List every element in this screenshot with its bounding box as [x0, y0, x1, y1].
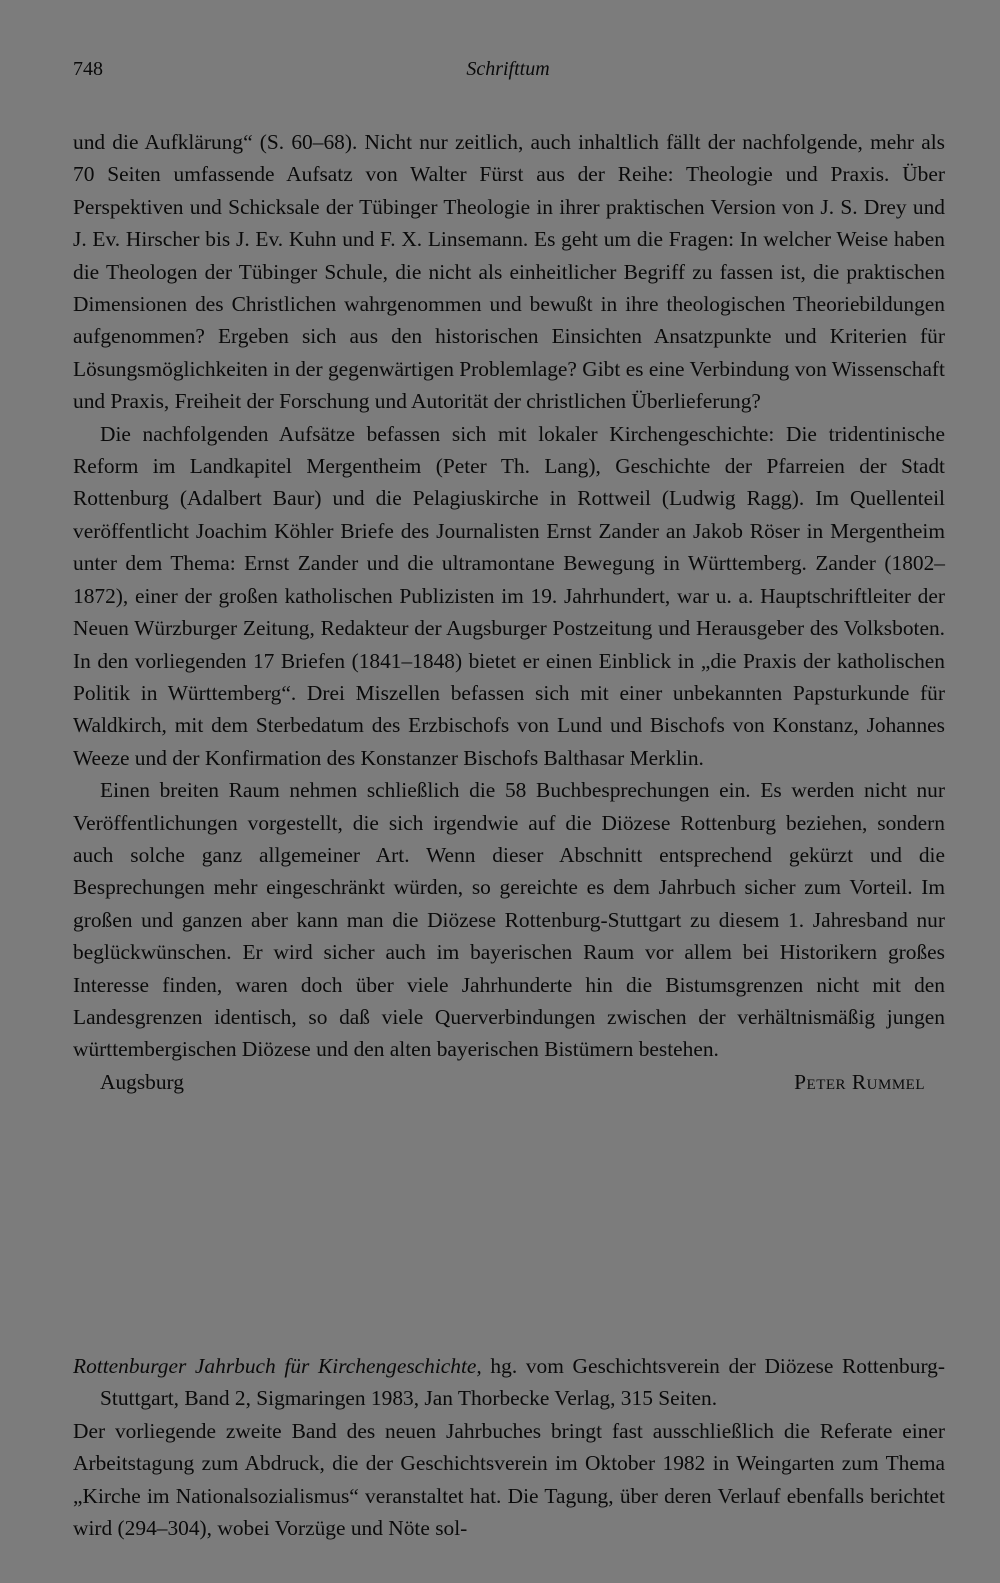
- page-number: 748: [73, 58, 103, 80]
- review1-paragraph-2: Die nachfolgenden Aufsätze befassen sich mit lokaler Kirchengeschichte: Die tridentinische Reform im Landkapitel Mergentheim (Peter Th. Lang), Geschichte der Pfarreien der Stadt Rottenburg (Adalbert Baur) und die Pelagiuskirche in Rottweil (Ludwig Ragg). Im Quellenteil veröffentlicht Joachim Köhler Briefe des Journalisten Ernst Zander an Jakob Röser in Mergentheim unter dem Thema: Ernst Zander und die ultramontane Bewegung in Württemberg. Zander (1802–1872), einer der großen katholischen Publizisten im 19. Jahrhundert, war u. a. Hauptschriftleiter der Neuen Würzburger Zeitung, Redakteur der Augsburger Postzeitung und Herausgeber des Volksboten. In den vorliegenden 17 Briefen (1841–1848) bietet er einen Einblick in „die Praxis der katholischen Politik in Württemberg“. Drei Miszellen befassen sich mit einer unbekannten Papsturkunde für Waldkirch, mit dem Sterbedatum des Erzbischofs von Lund und Bischofs von Konstanz, Johannes Weeze und der Konfirmation des Konstanzer Bischofs Balthasar Merklin.: [73, 421, 945, 770]
- review1-signature: [73, 1066, 945, 1098]
- signature-author: Peter Rummel: [794, 1069, 925, 1094]
- review-rottenburger-jahrbuch-band-2: [73, 1350, 945, 1544]
- book-title: Rottenburger Jahrbuch für Kirchengeschichte,: [73, 1354, 482, 1378]
- book-citation: [73, 1350, 945, 1415]
- review2-paragraph-1: Der vorliegende zweite Band des neuen Jahrbuches bringt fast ausschließlich die Referate einer Arbeitstagung zum Abdruck, die der Geschichtsverein im Oktober 1982 in Weingarten zum Thema „Kirche im Nationalsozialismus“ veranstaltet hat. Die Tagung, über deren Verlauf ebenfalls berichtet wird (294–304), wobei Vorzüge und Nöte sol-: [73, 1418, 945, 1541]
- review-rottenburger-jahrbuch-band-1: [73, 126, 945, 1098]
- signature-place: Augsburg: [100, 1069, 184, 1094]
- review1-paragraph-1: und die Aufklärung“ (S. 60–68). Nicht nur zeitlich, auch inhaltlich fällt der nachfolgende, mehr als 70 Seiten umfassende Aufsatz von Walter Fürst aus der Reihe: Theologie und Praxis. Über Perspektiven und Schicksale der Tübinger Theologie in ihrer praktischen Version von J. S. Drey und J. Ev. Hirscher bis J. Ev. Kuhn und F. X. Linsemann. Es geht um die Fragen: In welcher Weise haben die Theologen der Tübinger Schule, die nicht als einheitlicher Begriff zu fassen ist, die praktischen Dimensionen des Christlichen wahrgenommen und bewußt in ihre theologischen Theoriebildungen aufgenommen? Ergeben sich aus den historischen Einsichten Ansatzpunkte und Kriterien für Lösungsmöglichkeiten in der gegenwärtigen Problemlage? Gibt es eine Verbindung von Wissenschaft und Praxis, Freiheit der Forschung und Autorität der christlichen Überlieferung?: [73, 130, 945, 414]
- running-title: Schrifttum: [466, 58, 550, 80]
- running-head: [73, 58, 943, 88]
- review1-paragraph-3: Einen breiten Raum nehmen schließlich die 58 Buchbesprechungen ein. Es werden nicht nur Veröffentlichungen vorgestellt, die sich irgendwie auf die Diözese Rottenburg beziehen, sondern auch solche ganz allgemeiner Art. Wenn dieser Abschnitt entsprechend gekürzt und die Besprechungen mehr eingeschränkt würden, so gereichte es dem Jahrbuch sicher zum Vorteil. Im großen und ganzen aber kann man die Diözese Rottenburg-Stuttgart zu diesem 1. Jahresband nur beglückwünschen. Er wird sicher auch im bayerischen Raum vor allem bei Historikern großes Interesse finden, waren doch über viele Jahrhunderte hin die Bistumsgrenzen nicht mit den Landesgrenzen identisch, so daß viele Querverbindungen zwischen der verhältnismäßig jungen württembergischen Diözese und den alten bayerischen Bistümern bestehen.: [73, 778, 945, 1062]
- citation-details: hg. vom Geschichtsverein der Diözese Rottenburg-Stuttgart, Band 2, Sigmaringen 1983, Jan Thorbecke Verlag, 315 Seiten.: [100, 1354, 946, 1411]
